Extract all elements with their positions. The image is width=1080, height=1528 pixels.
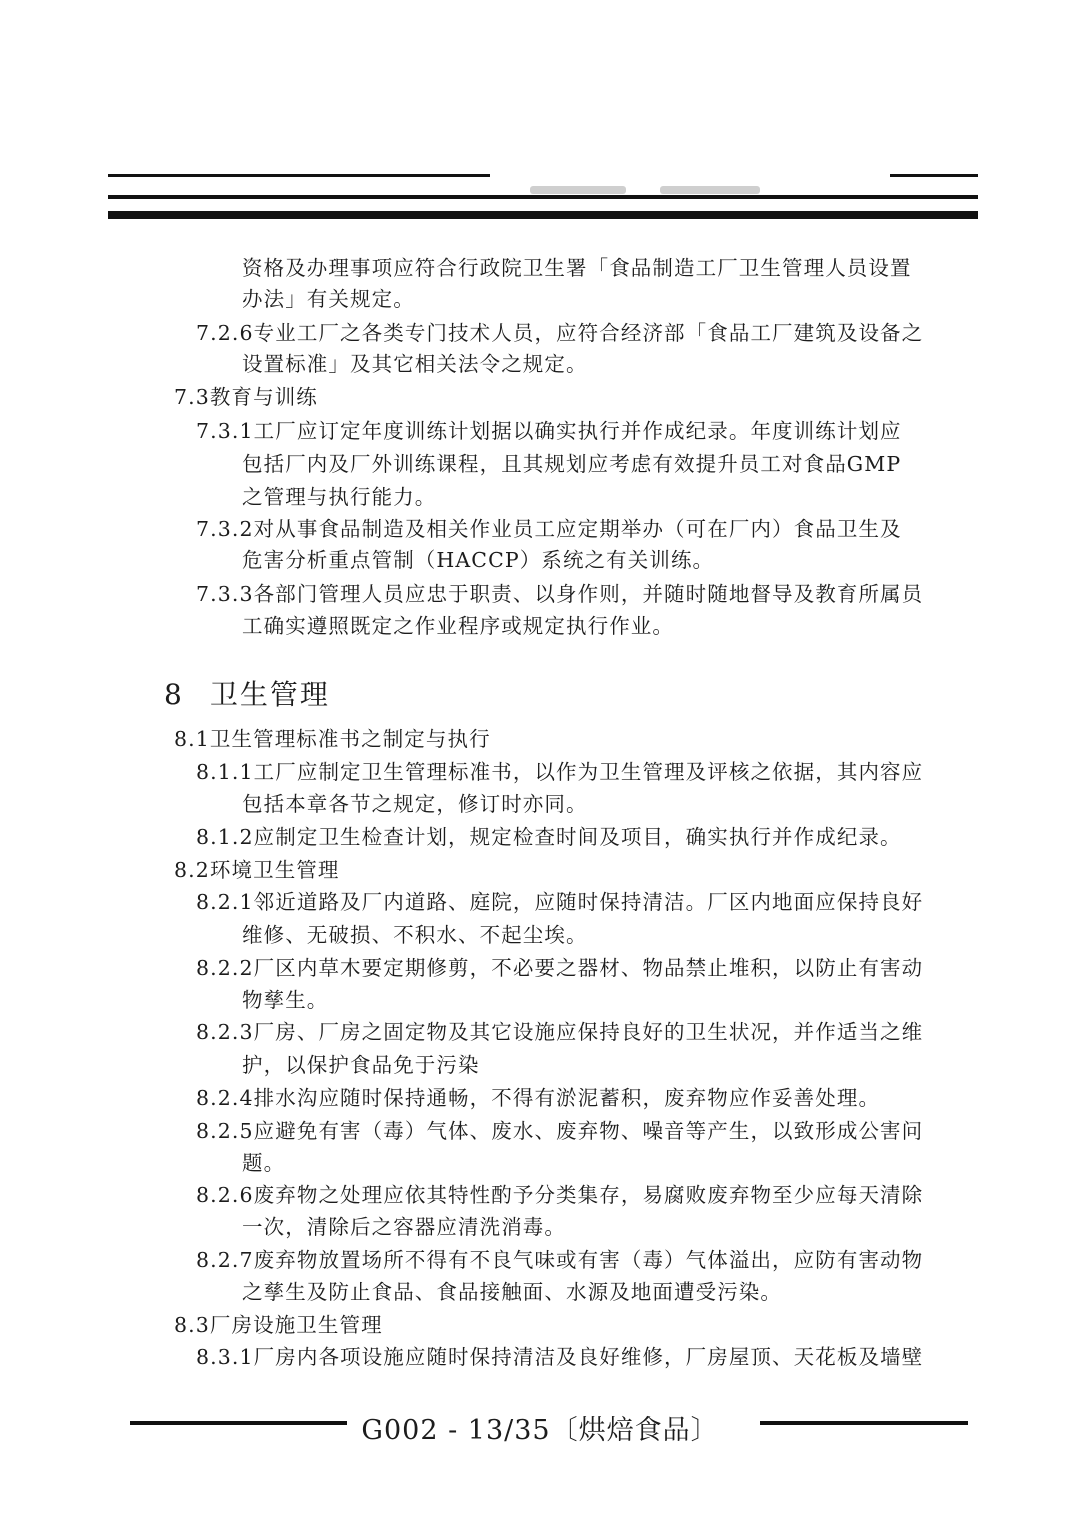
text-line: 危害分析重点管制（HACCP）系统之有关训练。 — [242, 548, 715, 572]
header-rule-thick — [108, 211, 978, 219]
footer-label: G002 - 13/35〔烘焙食品〕 — [347, 1415, 732, 1446]
text-line: 之管理与执行能力。 — [242, 485, 437, 509]
chapter-heading — [164, 673, 330, 713]
text-line: 7.3.2对从事食品制造及相关作业员工应定期举办（可在厂内）食品卫生及 — [196, 517, 902, 541]
text-line: 8.2.5应避免有害（毒）气体、废水、废弃物、噪音等产生，以致形成公害问 — [196, 1119, 924, 1143]
text-line: 8.2.3厂房、厂房之固定物及其它设施应保持良好的卫生状况，并作适当之维 — [196, 1020, 924, 1044]
header-tab-2 — [660, 186, 760, 194]
text-line: 设置标准」及其它相关法令之规定。 — [242, 352, 588, 376]
text-line: 资格及办理事项应符合行政院卫生署「食品制造工厂卫生管理人员设置 — [242, 256, 912, 280]
section-heading-8-1: 8.1卫生管理标准书之制定与执行 — [174, 727, 491, 751]
header-rule-medium — [108, 195, 978, 199]
text-line: 一次，清除后之容器应清洗消毒。 — [242, 1215, 566, 1239]
header-tab-1 — [530, 186, 626, 194]
text-line: 工确实遵照既定之作业程序或规定执行作业。 — [242, 614, 674, 638]
text-line: 7.3.3各部门管理人员应忠于职责、以身作则，并随时随地督导及教育所属员 — [196, 582, 924, 606]
text-line: 7.2.6专业工厂之各类专门技术人员，应符合经济部「食品工厂建筑及设备之 — [196, 321, 924, 345]
text-line: 8.2.6废弃物之处理应依其特性酌予分类集存，易腐败废弃物至少应每天清除 — [196, 1183, 924, 1207]
text-line: 8.2.7废弃物放置场所不得有不良气味或有害（毒）气体溢出，应防有害动物 — [196, 1248, 924, 1272]
chapter-number: 8 — [164, 678, 184, 711]
header-rule-thin-left — [108, 174, 490, 177]
chapter-title: 卫生管理 — [209, 678, 330, 711]
text-line: 维修、无破损、不积水、不起尘埃。 — [242, 923, 588, 947]
section-heading-8-2: 8.2环境卫生管理 — [174, 858, 340, 882]
text-line: 8.1.2应制定卫生检查计划，规定检查时间及项目，确实执行并作成纪录。 — [196, 825, 902, 849]
text-line: 包括本章各节之规定，修订时亦同。 — [242, 792, 588, 816]
text-line: 8.2.1邻近道路及厂内道路、庭院，应随时保持清洁。厂区内地面应保持良好 — [196, 890, 924, 914]
text-line: 8.2.4排水沟应随时保持通畅，不得有淤泥蓄积，废弃物应作妥善处理。 — [196, 1086, 881, 1110]
section-heading-8-3: 8.3厂房设施卫生管理 — [174, 1313, 383, 1337]
text-line: 8.3.1厂房内各项设施应随时保持清洁及良好维修，厂房屋顶、天花板及墙壁 — [196, 1345, 924, 1369]
text-line: 8.1.1工厂应制定卫生管理标准书，以作为卫生管理及评核之依据，其内容应 — [196, 760, 924, 784]
text-line: 8.2.2厂区内草木要定期修剪，不必要之器材、物品禁止堆积，以防止有害动 — [196, 956, 924, 980]
text-line: 7.3.1工厂应订定年度训练计划据以确实执行并作成纪录。年度训练计划应 — [196, 419, 902, 443]
text-line: 题。 — [242, 1151, 286, 1175]
header-rule-thin-right — [890, 174, 978, 177]
section-heading-7-3: 7.3教育与训练 — [174, 385, 318, 409]
text-line: 办法」有关规定。 — [242, 287, 415, 311]
text-line: 之孳生及防止食品、食品接触面、水源及地面遭受污染。 — [242, 1280, 782, 1304]
text-line: 包括厂内及厂外训练课程，且其规划应考虑有效提升员工对食品GMP — [242, 452, 902, 476]
text-line: 物孳生。 — [242, 988, 329, 1012]
page-footer — [0, 1408, 1080, 1447]
text-line: 护，以保护食品免于污染 — [242, 1053, 480, 1077]
